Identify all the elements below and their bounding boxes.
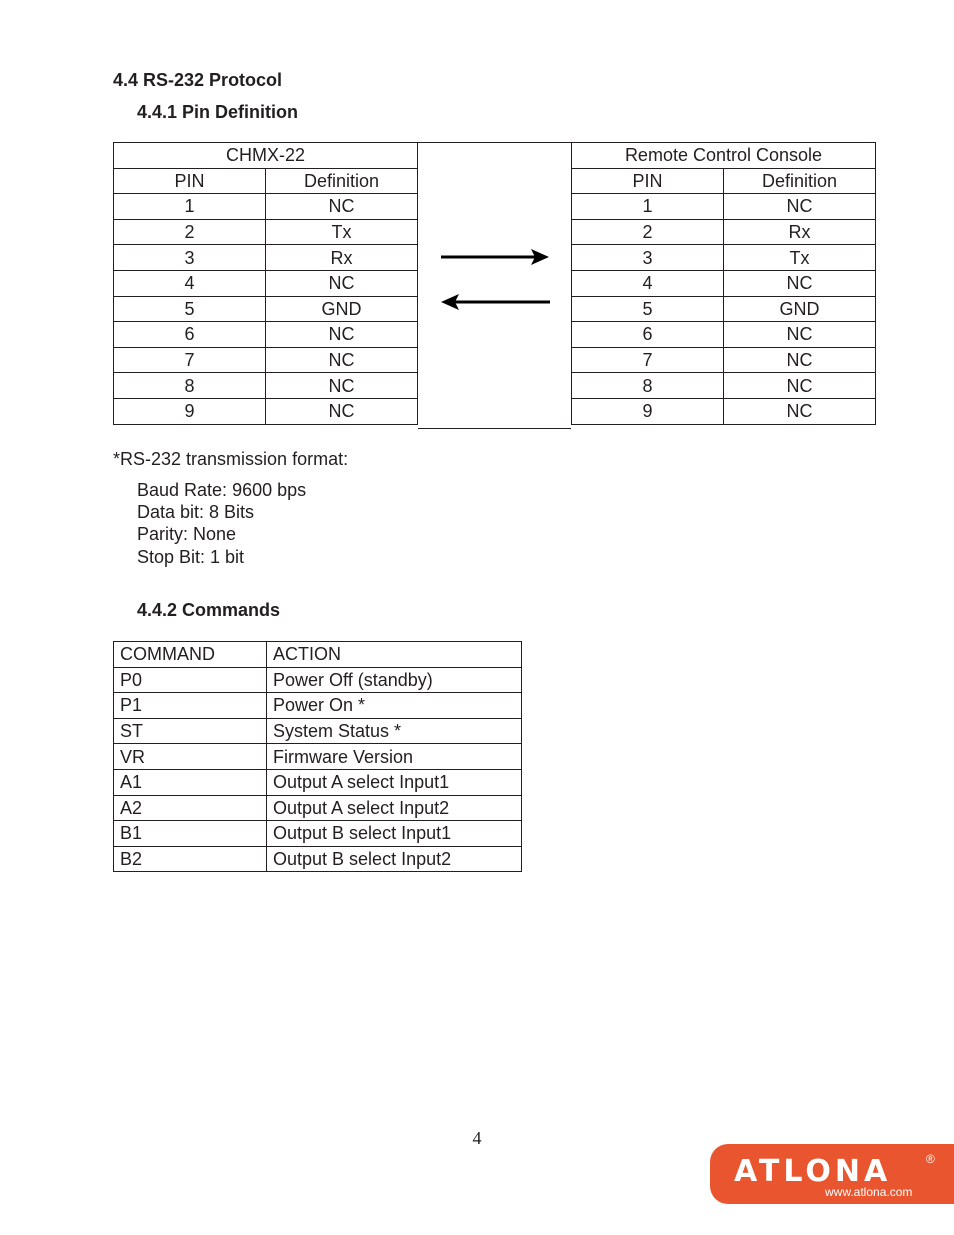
cell-value: Rx [266, 245, 418, 271]
cell-key: 3 [572, 245, 724, 271]
table-row [114, 219, 418, 245]
table-row [572, 322, 876, 348]
cell-key: 2 [572, 219, 724, 245]
table-row [572, 347, 876, 373]
cell-value: Output B select Input1 [267, 821, 522, 847]
table-row [114, 821, 522, 847]
table-row [114, 693, 522, 719]
cell-key: VR [114, 744, 267, 770]
table-row [114, 194, 418, 220]
registered-mark: ® [926, 1152, 935, 1166]
cell-key: 7 [114, 347, 266, 373]
cell-key: 1 [572, 194, 724, 220]
table-row [114, 769, 522, 795]
cell-value: Output A select Input1 [267, 769, 522, 795]
cell-key: ST [114, 718, 267, 744]
chmx-pin-table [113, 142, 418, 425]
cell-key: P1 [114, 693, 267, 719]
table-row [572, 398, 876, 424]
table-row [114, 795, 522, 821]
data-bit: Data bit: 8 Bits [137, 502, 255, 522]
cell-key: 7 [572, 347, 724, 373]
table-row [114, 347, 418, 373]
transmission-note: *RS-232 transmission format: [113, 449, 349, 469]
cell-value: NC [724, 398, 876, 424]
cell-key: 8 [114, 373, 266, 399]
col-pin-header: PIN [572, 168, 724, 194]
table-row [572, 194, 876, 220]
table-row [114, 322, 418, 348]
cell-value: NC [724, 373, 876, 399]
cell-key: A2 [114, 795, 267, 821]
table-row [114, 846, 522, 872]
cell-key: B1 [114, 821, 267, 847]
cell-key: 3 [114, 245, 266, 271]
pin-definition-heading: 4.4.1 Pin Definition [137, 102, 299, 122]
cell-key: 4 [114, 270, 266, 296]
col-def-header: Definition [266, 168, 418, 194]
cell-value: System Status * [267, 718, 522, 744]
col-def-header: Definition [724, 168, 876, 194]
cell-value: Tx [266, 219, 418, 245]
cell-value: Rx [724, 219, 876, 245]
cell-value: Firmware Version [267, 744, 522, 770]
logo-text: ATLONA [734, 1154, 892, 1189]
cell-key: 1 [114, 194, 266, 220]
cell-key: 8 [572, 373, 724, 399]
section-heading: 4.4 RS-232 Protocol [113, 70, 283, 90]
cell-key: P0 [114, 667, 267, 693]
col-pin-header: PIN [114, 168, 266, 194]
cell-value: NC [266, 373, 418, 399]
table-row [572, 296, 876, 322]
action-header: ACTION [267, 642, 522, 668]
commands-table [113, 641, 522, 872]
cell-key: 5 [572, 296, 724, 322]
cell-value: NC [266, 322, 418, 348]
table-row [114, 718, 522, 744]
table-row [572, 373, 876, 399]
cell-key: 9 [572, 398, 724, 424]
cell-value: Power On * [267, 693, 522, 719]
parity: Parity: None [137, 524, 237, 544]
chmx-title: CHMX-22 [114, 143, 418, 169]
cell-value: GND [266, 296, 418, 322]
table-row [114, 296, 418, 322]
table-row [114, 373, 418, 399]
cell-value: GND [724, 296, 876, 322]
cell-key: 2 [114, 219, 266, 245]
cell-value: Tx [724, 245, 876, 271]
cell-key: 4 [572, 270, 724, 296]
table-row [572, 219, 876, 245]
command-header: COMMAND [114, 642, 267, 668]
cell-value: Output B select Input2 [267, 846, 522, 872]
right-arrow-icon [441, 249, 549, 265]
stop-bit: Stop Bit: 1 bit [137, 547, 245, 567]
page-number: 4 [472, 1128, 482, 1148]
cell-value: Output A select Input2 [267, 795, 522, 821]
left-arrow-icon [441, 294, 550, 310]
cell-value: NC [724, 347, 876, 373]
cell-value: NC [724, 194, 876, 220]
cell-value: Power Off (standby) [267, 667, 522, 693]
cell-value: NC [724, 270, 876, 296]
signal-direction-area [418, 142, 571, 429]
commands-heading: 4.4.2 Commands [137, 600, 281, 620]
table-row [572, 245, 876, 271]
table-row [114, 270, 418, 296]
cell-value: NC [266, 194, 418, 220]
atlona-logo [710, 1144, 954, 1204]
table-row [572, 270, 876, 296]
cell-value: NC [266, 398, 418, 424]
table-row [114, 667, 522, 693]
console-title: Remote Control Console [572, 143, 876, 169]
console-pin-table [571, 142, 876, 425]
cell-key: 6 [114, 322, 266, 348]
cell-key: B2 [114, 846, 267, 872]
cell-key: 5 [114, 296, 266, 322]
cell-key: 6 [572, 322, 724, 348]
website-url: www.atlona.com [825, 1185, 913, 1199]
table-row [114, 398, 418, 424]
table-row [114, 245, 418, 271]
cell-key: 9 [114, 398, 266, 424]
cell-value: NC [266, 270, 418, 296]
cell-value: NC [724, 322, 876, 348]
table-row [114, 744, 522, 770]
baud-rate: Baud Rate: 9600 bps [137, 480, 307, 500]
cell-value: NC [266, 347, 418, 373]
cell-key: A1 [114, 769, 267, 795]
